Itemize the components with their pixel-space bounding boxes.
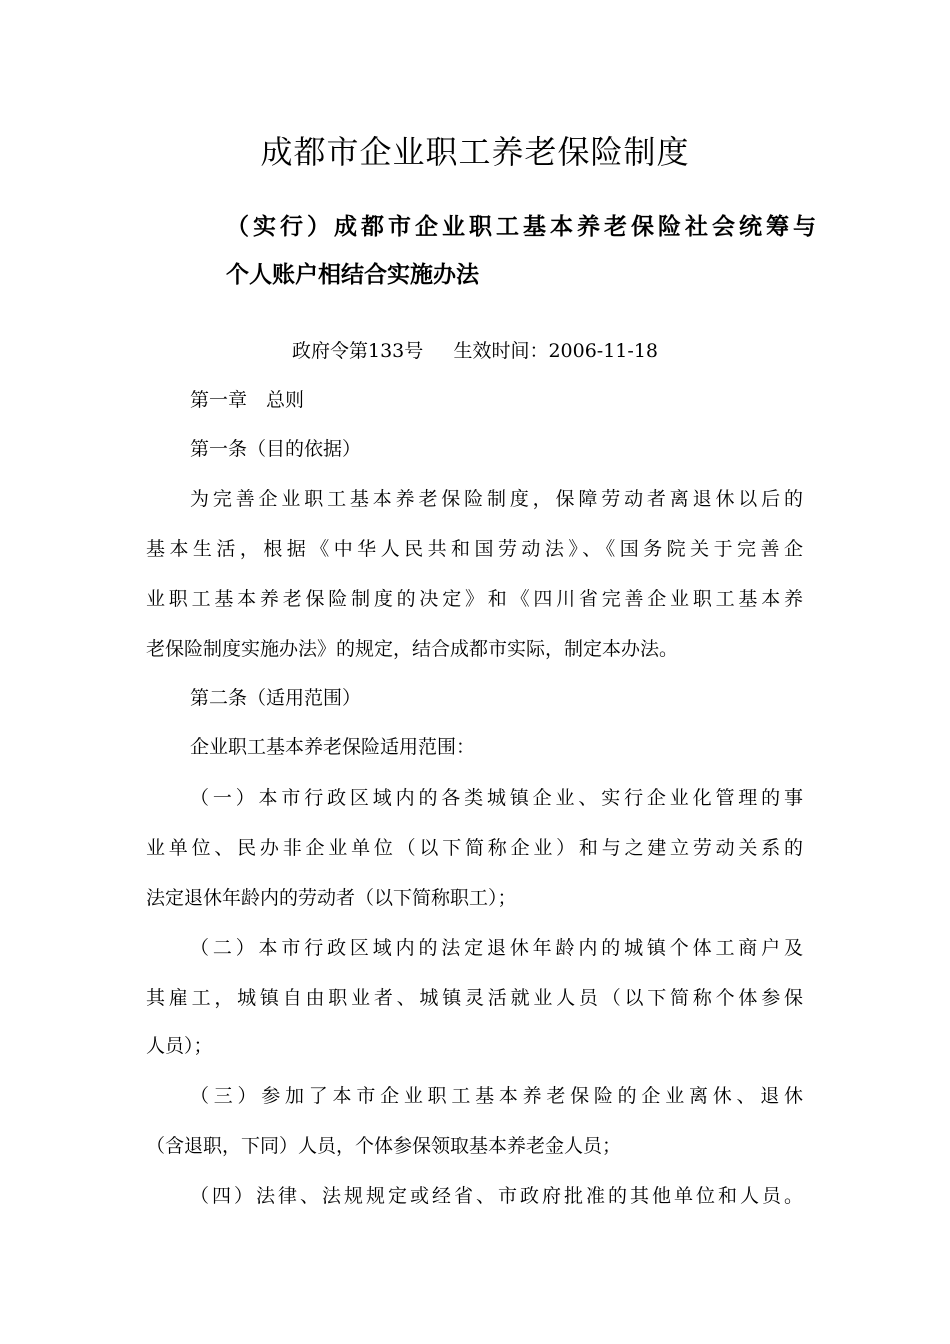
article-2-item-3-line: （三）参加了本市企业职工基本养老保险的企业离休、退休: [190, 1085, 803, 1107]
article-1-line: 为完善企业职工基本养老保险制度，保障劳动者离退休以后的: [190, 488, 803, 510]
article-2-item-2-line: 人员）；: [146, 1035, 213, 1057]
article-1-line: 业职工基本养老保险制度的决定》和《四川省完善企业职工基本养: [146, 588, 803, 610]
article-2-item-1-line: 法定退休年龄内的劳动者（以下简称职工）；: [146, 887, 517, 909]
article-2-heading: 第二条（适用范围）: [190, 687, 362, 709]
article-2-item-3-line: （含退职，下同）人员，个体参保领取基本养老金人员；: [146, 1135, 622, 1157]
article-2-intro: 企业职工基本养老保险适用范围：: [190, 736, 476, 758]
chapter-heading: 第一章 总则: [190, 389, 305, 411]
article-2-item-1-line: （一）本市行政区域内的各类城镇企业、实行企业化管理的事: [190, 787, 803, 809]
subtitle-line-1: （实行）成都市企业职工基本养老保险社会统筹与: [226, 214, 816, 240]
decree-meta-line: 政府令第133号 生效时间：2006-11-18: [291, 340, 658, 362]
article-2-item-2-line: 其雇工，城镇自由职业者、城镇灵活就业人员（以下简称个体参保: [146, 987, 803, 1009]
article-1-line: 基本生活，根据《中华人民共和国劳动法》、《国务院关于完善企: [146, 538, 803, 560]
article-2-item-1-line: 业单位、民办非企业单位（以下简称企业）和与之建立劳动关系的: [146, 837, 803, 859]
article-1-heading: 第一条（目的依据）: [190, 438, 362, 460]
subtitle-line-2: 个人账户相结合实施办法: [226, 262, 479, 288]
article-2-item-2-line: （二）本市行政区域内的法定退休年龄内的城镇个体工商户及: [190, 937, 803, 959]
document-title: 成都市企业职工养老保险制度: [260, 133, 690, 171]
article-1-line: 老保险制度实施办法》的规定，结合成都市实际，制定本办法。: [146, 638, 679, 660]
article-2-item-4-line: （四）法律、法规规定或经省、市政府批准的其他单位和人员。: [190, 1185, 803, 1207]
